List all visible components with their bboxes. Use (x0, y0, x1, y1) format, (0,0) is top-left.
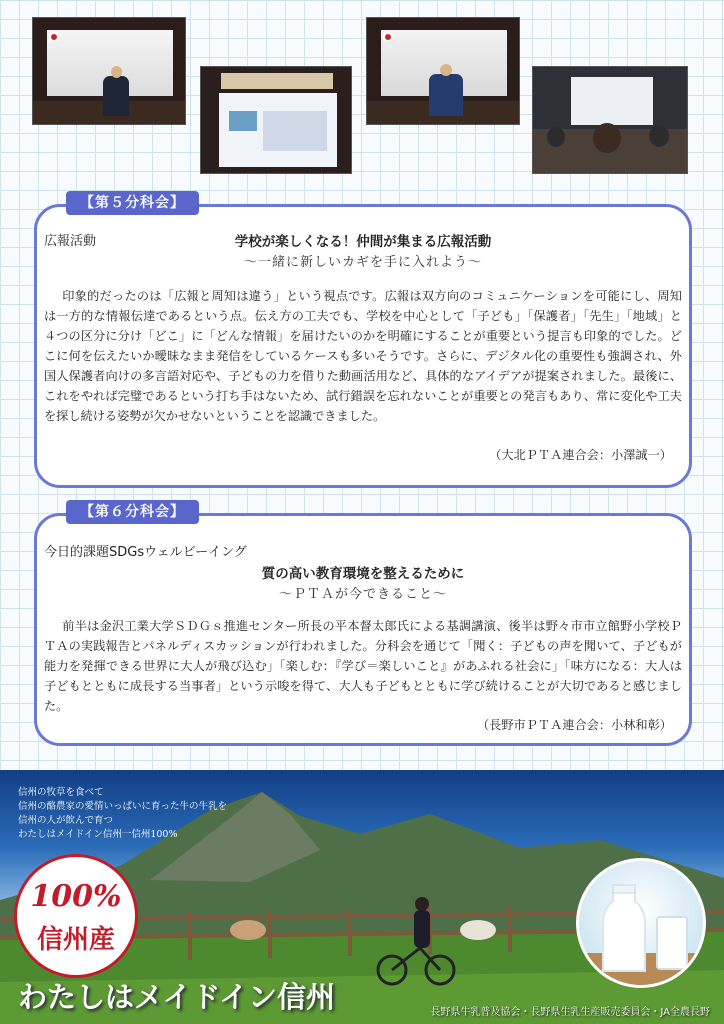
ad-line-2: 信州の酪農家の愛情いっぱいに育った牛の牛乳を (18, 801, 228, 812)
section-5-tag: 【第５分科会】 (66, 191, 199, 215)
milk-bottle-icon (579, 861, 706, 988)
section-5-category: 広報活動 (44, 234, 97, 249)
section-6-category: 今日的課題SDGsウェルビーイング (44, 545, 247, 560)
photo-presentation-slide (200, 66, 352, 174)
ad-organizations: 長野県牛乳普及協会・長野県生乳生産販売委員会・JA全農長野 (430, 1007, 710, 1018)
section-5-subtitle: 〜一緒に新しいカギを手に入れよう〜 (243, 255, 482, 270)
photo-speaker-2 (366, 17, 520, 125)
stamp-percent: 100% (30, 879, 122, 914)
stamp-label: 信州産 (36, 925, 115, 955)
section-6-body: 前半は金沢工業大学ＳＤＧｓ推進センター所長の平本督太郎氏による基調講演、後半は野々市市立館野小学校ＰＴＡの実践報告とパネルディスカッションが行われました。分科会を通じて「聞く：子どもの声を聞いて、子どもが能力を発揮できる世界に大人が飛び込む」「楽しむ：『学び＝楽しいこと』があふれる社会に」「味方になる：大人は子どもとともに成長する当事者」という示唆を得て、大人も子どもとともに学び続けることが大切であると感じました。 (44, 619, 682, 713)
section-5-author: （大北ＰＴＡ連合会：小澤誠一） (489, 448, 672, 462)
photo-speaker-1 (32, 17, 186, 125)
shinshu-100-stamp (14, 854, 138, 978)
photo-audience (532, 66, 688, 174)
section-6-author: （長野市ＰＴＡ連合会：小林和彰） (477, 718, 672, 732)
ad-line-1: 信州の牧草を食べて (18, 787, 104, 798)
section-6-subtitle: 〜ＰＴＡが今できること〜 (278, 587, 447, 602)
ad-line-4: わたしはメイドイン信州一信州100% (18, 829, 178, 840)
section-6-tag: 【第６分科会】 (66, 500, 199, 524)
section-5-body: 印象的だったのは「広報と周知は違う」という視点です。広報は双方向のコミュニケーションを可能にし、周知は一方的な情報伝達であるという点。伝え方の工夫でも、学校を中心として「子ども」「保護者」「先生」「地域」と４つの区分に分け「どこ」に「どんな情報」を届けたいのかを明確にすることが重要という提言も印象的でした。どこに何を伝えたいか曖昧なまま発信をしているケースも多いそうです。さらに、デジタル化の重要性も強調され、外国人保護者向けの多言語対応や、子どもの力を借りた動画活用など、具体的なアイデアが提案されました。最後に、これをやれば完璧であるという打ち手はないため、試行錯誤を忘れないことが重要との発言もあり、常に変化や工夫を探し続ける姿勢が欠かせないということを認識できました。 (44, 289, 682, 423)
milk-advertisement (0, 770, 724, 1024)
section-6-title: 質の高い教育環境を整えるために (261, 566, 465, 582)
section-5-title: 学校が楽しくなる！仲間が集まる広報活動 (234, 234, 492, 250)
ad-line-3: 信州の人が飲んで育つ (18, 815, 114, 826)
ad-slogan: わたしはメイドイン信州 (18, 980, 335, 1014)
milk-bottle-image (576, 858, 706, 988)
